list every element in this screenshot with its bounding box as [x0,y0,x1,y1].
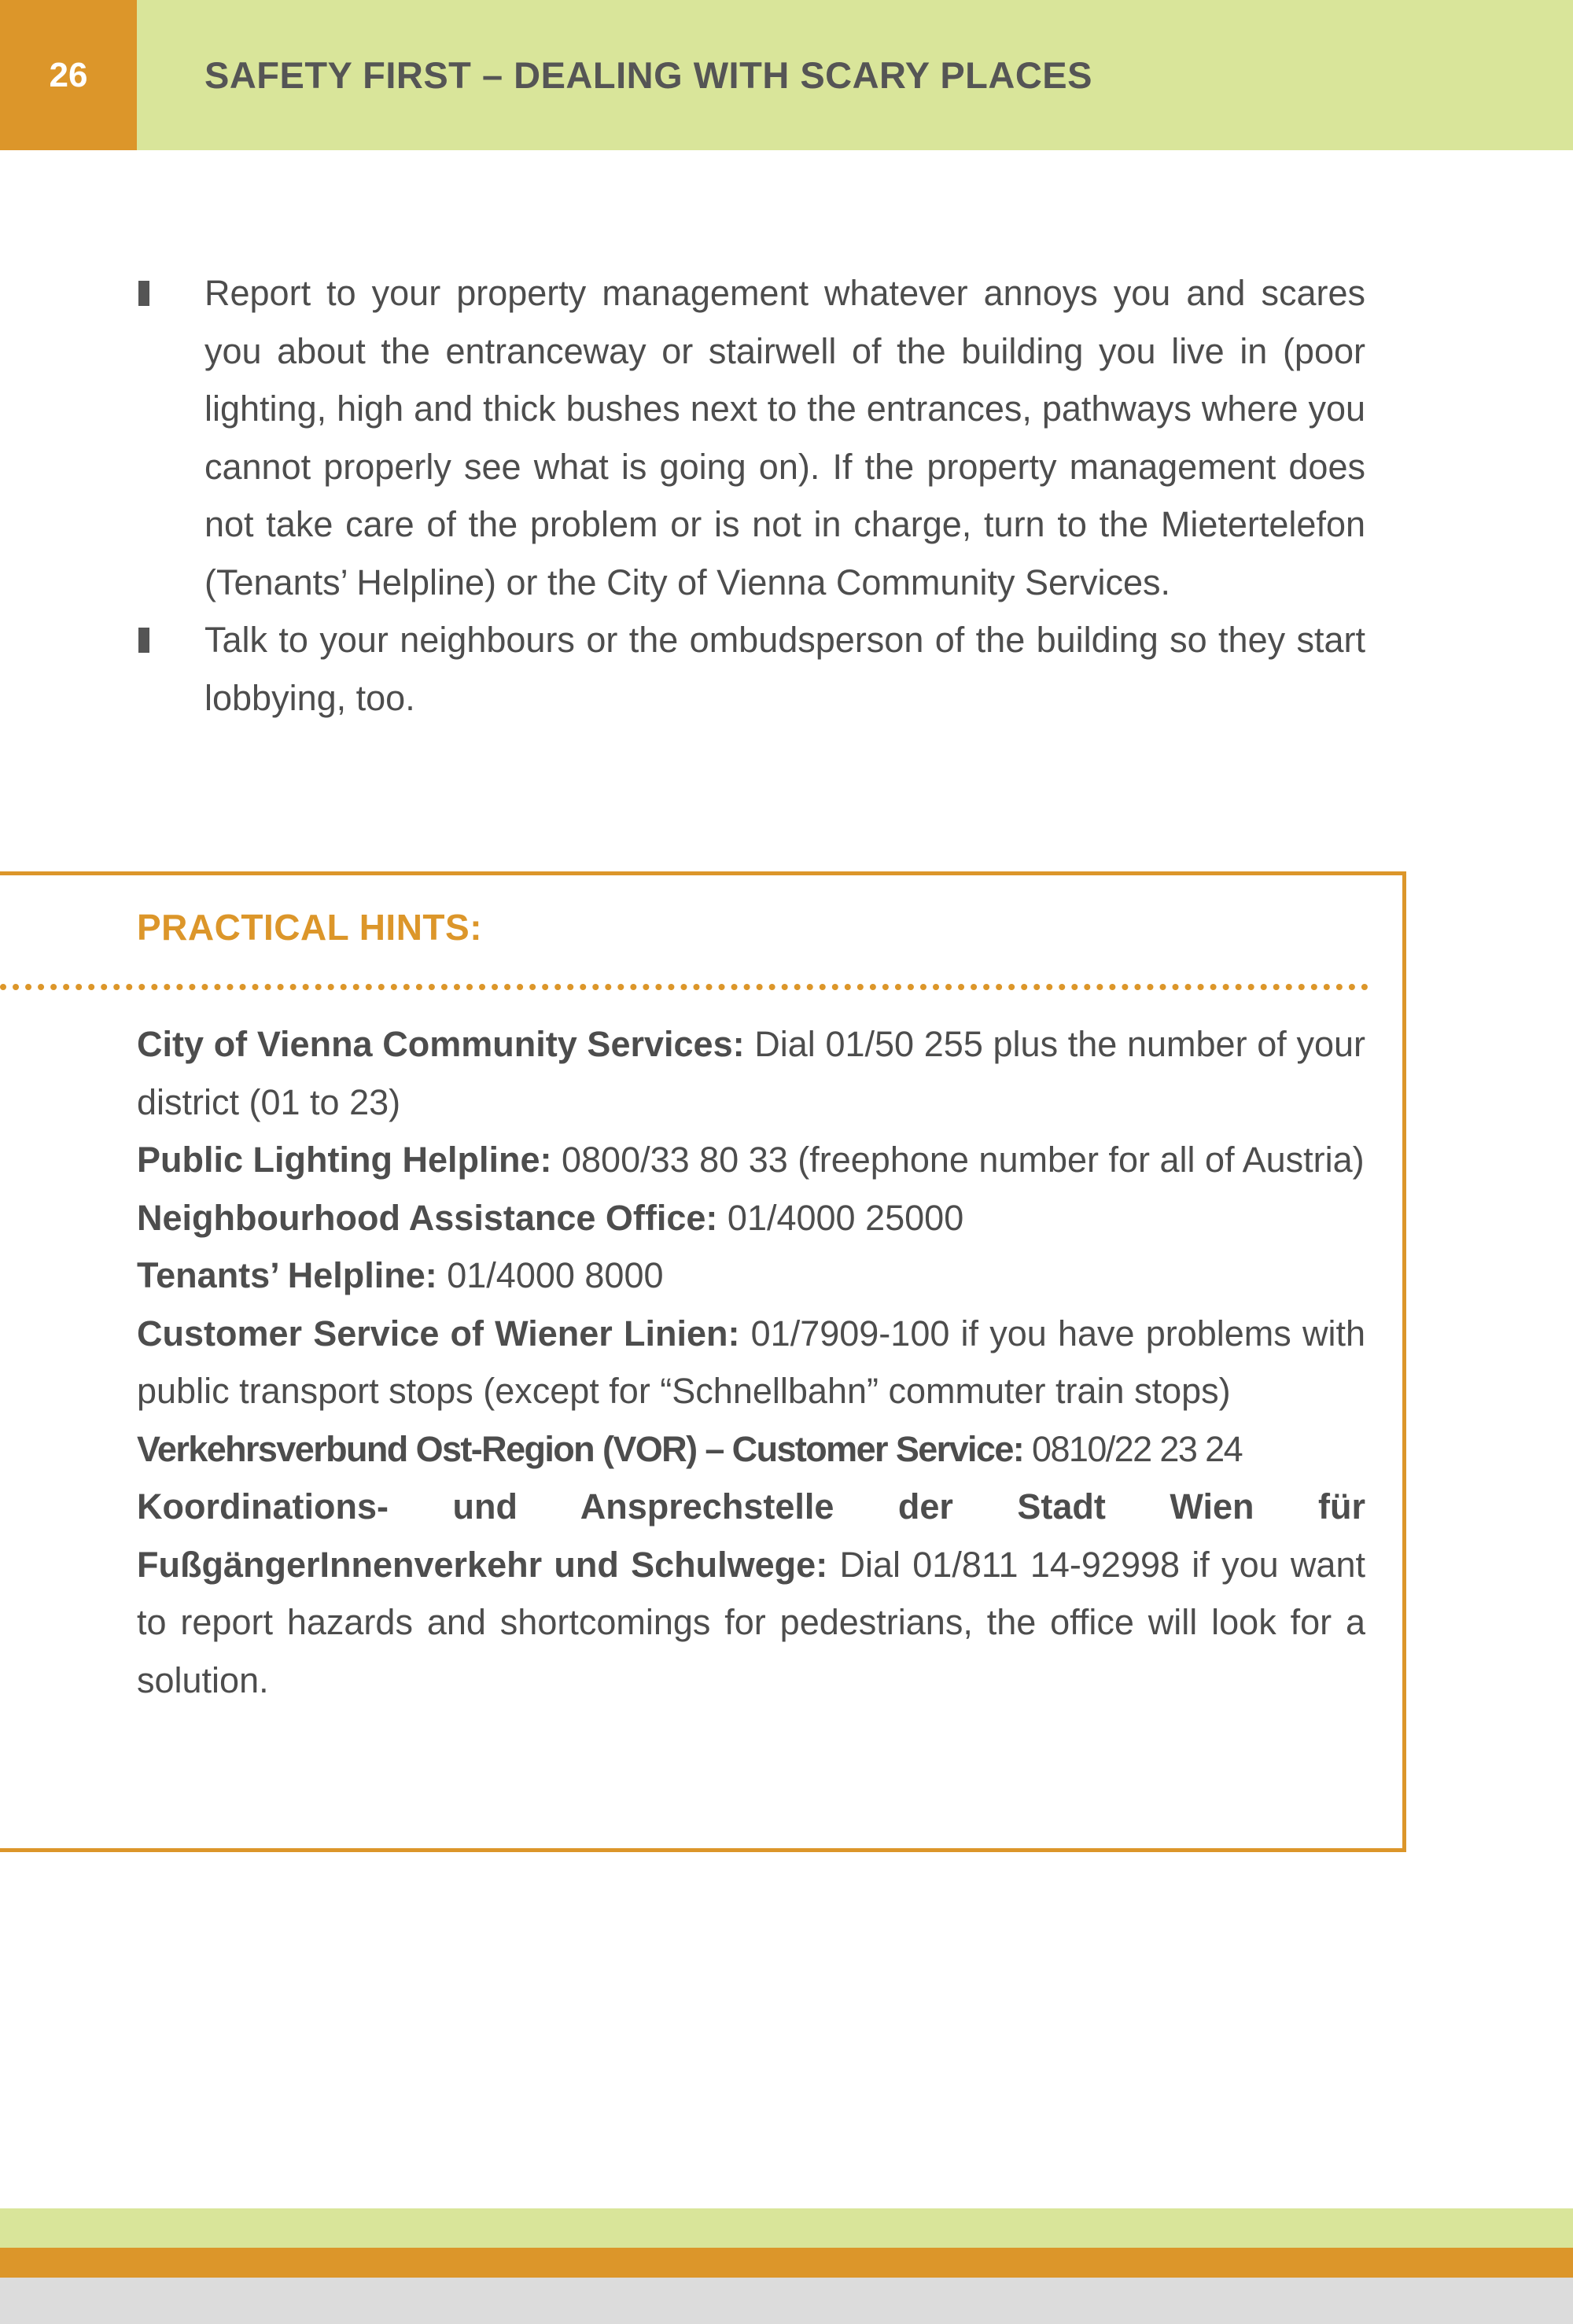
list-item [204,611,1365,727]
list-item [204,264,1365,611]
hint-label: City of Vienna Community Services: [137,1024,745,1064]
hint-item [137,1478,1365,1709]
footer-band-green [0,2208,1573,2248]
bullet-text: Talk to your neighbours or the ombudsperson of the building so they start lobbying, too. [204,620,1365,718]
hint-text: 0810/22 23 24 [1023,1428,1243,1469]
bullet-list [204,264,1365,727]
hint-item [137,1131,1365,1189]
hint-text: Dial 01/50 255 plus the number of your district (01 to 23) [137,1024,1365,1122]
hint-label: Tenants’ Helpline: [137,1255,437,1295]
hint-label: Verkehrsverbund Ost-Region (VOR) – Customer Service: [137,1428,1024,1469]
hint-text: 01/7909-100 if you have problems with public transport stops (except for “Schnellbahn” commuter train stops) [137,1313,1365,1411]
bullet-text: Report to your property management whatever annoys you and scares you about the entranceway or stairwell of the building you live in (poor lighting, high and thick bushes next to the entrances, pathways where you cannot properly see what is going on). If the property management does not take care of the problem or is not in charge, turn to the Mietertelefon (Tenants’ Helpline) or the City of Vienna Community Services. [204,273,1365,602]
practical-hints-title: PRACTICAL HINTS: [137,907,483,948]
hint-text: 0800/33 80 33 (freephone number for all of Austria) [551,1140,1365,1180]
bullet-icon [138,628,149,653]
page-header [0,0,1573,150]
page-title: SAFETY FIRST – DEALING WITH SCARY PLACES [204,54,1092,96]
hint-text: 01/4000 8000 [437,1255,664,1295]
hint-item [137,1015,1365,1131]
hint-item [137,1247,1365,1305]
page-number: 26 [0,0,137,150]
hint-label: Neighbourhood Assistance Office: [137,1197,718,1238]
hint-label: Public Lighting Helpline: [137,1140,552,1180]
hint-item [137,1189,1365,1247]
hint-text: Dial 01/811 14-92998 if you want to report hazards and shortcomings for pedestrians, the office will look for a solution. [137,1544,1365,1700]
hints-list [137,1015,1365,1709]
hint-text: 01/4000 25000 [717,1197,964,1238]
bullet-icon [138,281,149,306]
hint-item [137,1305,1365,1420]
footer-band-orange [0,2248,1573,2278]
hint-label: Customer Service of Wiener Linien: [137,1313,740,1354]
dotted-divider [0,984,1369,990]
hint-item [137,1420,1365,1479]
hint-label: Koordinations- und Ansprechstelle der Stadt Wien für FußgängerInnenverkehr und Schulwege: [137,1486,1365,1585]
footer-band-grey [0,2278,1573,2324]
